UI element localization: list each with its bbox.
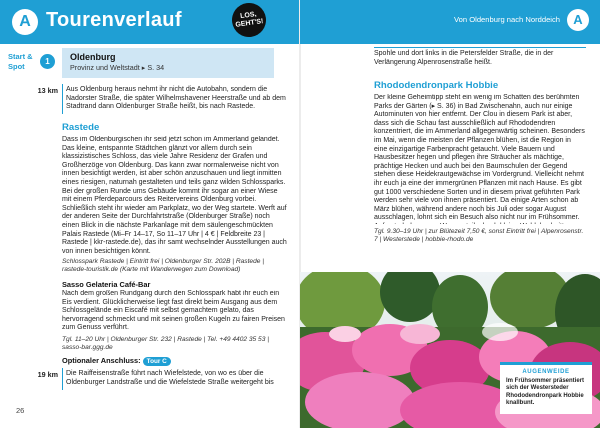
left-header-bar	[0, 0, 300, 44]
info-sasso: Tgl. 11–20 Uhr | Oldenburger Str. 232 | Rastede | Tel. +49 4402 35 53 | sasso-bar.ggg.de	[62, 336, 269, 352]
route-line-2	[62, 368, 63, 390]
heading-sasso: Sasso Gelateria Café-Bar	[62, 280, 151, 289]
start-subtitle: Provinz und Weltstadt ▸ S. 34	[70, 63, 165, 72]
los-gehts-sticker: LOS, GEHT'S!	[230, 1, 268, 39]
right-page	[300, 0, 600, 428]
route-text-continued: Spohle und dort links in die Petersfelder Straße, die in der Verlängerung Alpenrosenstraße heißt.	[374, 50, 554, 66]
info-schlosspark: Schlosspark Rastede | Eintritt frei | Oldenburger Str. 202B | Rastede | rastede-touristik.de (Karte mit Wanderwegen zum Download)	[62, 258, 264, 274]
km-marker-13: 13 km	[37, 86, 58, 95]
start-number-badge: 1	[40, 54, 55, 69]
augenweide-text: Im Frühsommer präsentiert sich der Westersteder Rhododendronpark Hobbie knallbunt.	[506, 378, 585, 407]
heading-rastede: Rastede	[62, 122, 100, 133]
route-subtitle: Von Oldenburg nach Norddeich	[454, 15, 560, 24]
route-badge: A	[12, 9, 38, 35]
start-title: Oldenburg	[70, 52, 116, 62]
route-line-right	[374, 47, 586, 48]
route-badge-small: A	[567, 9, 589, 31]
route-line	[62, 84, 63, 114]
optional-connection: Optionaler Anschluss: Tour C	[62, 356, 171, 366]
rhododendronpark-text: Der kleine Geheimtipp steht ein wenig im Schatten des berühmten Parks der Gärten (▸ S. 36) in Bad Zwischenahn, auch nur einige Autominuten von hier entfernt. Der Clou in diesem Park ist aber, dass sich die Schau fast ausschließlich auf Rhododendren konzentriert, die im Ammerland allgegenwärtig scheinen. Besonders im Mai, wenn die meisten der Pflanzen blühen, ist die Region in eine einzigartige Farbenpracht getaucht. Viele Bauern und Hausbesitzer hegen und pflegen ihre Sträucher als mächtige, prächtige Hecken und auch bei den Baumschulen der Gegend stehen diese Heidekrautgewächse im Vordergrund. Vielleicht nehmt ihr euch ja eine der immergrünen Pflanzen mit nach Hause. Es gibt gut 1000 verschiedene Sorten und in diesem privat geführten Park werden sehr viele von ihnen präsentiert. Da einige Arten schon ab März blühen, während andere noch bis Juli oder sogar August ausschlagen, lohnt sich ein Besuch also nicht nur im Frühsommer.	[374, 94, 585, 222]
page-number: 26	[16, 406, 25, 415]
start-label: Start & Spot	[8, 52, 33, 71]
info-rhododendronpark: Tgl. 9.30–19 Uhr | zur Blütezeit 7,50 €, sonst Eintritt frei | Alpenrosenstr. 7 | Westerstede | hobbie-rhodo.de	[374, 228, 584, 244]
augenweide-title: AUGENWEIDE	[522, 369, 570, 375]
augenweide-callout	[500, 362, 592, 414]
tour-c-link[interactable]: Tour C	[143, 357, 171, 366]
route-text-2: Die Raiffeisenstraße führt nach Wiefelstede, von wo es über die Oldenburger Landstraße und die Wiefelstede Straße weitergeht bis	[66, 370, 274, 386]
right-header-bar	[300, 0, 600, 44]
heading-rhododendronpark: Rhododendronpark Hobbie	[374, 80, 499, 91]
km-marker-19: 19 km	[37, 370, 58, 379]
start-box	[62, 48, 274, 78]
page-title: Tourenverlauf	[46, 9, 182, 31]
route-text-1: Aus Oldenburg heraus nehmt ihr nicht die Autobahn, sondern die Nadorster Straße, die später Wilhelmshavener Heerstraße und ab dem Stadtrand dann Oldenburger Straße heißt, bis nach Rastede.	[66, 86, 286, 111]
sasso-text: Nach dem großen Rundgang durch den Schlosspark habt ihr euch ein Eis verdient. Glücklicherweise liegt fast direkt beim Ausgang aus dem Schlossgelände ein Eiscafé mit selbst gemachtem gelato, das hervorragend schmeckt und mit seinen großen Kugeln zu fairen Preisen zum Genuss verführt.	[62, 290, 285, 332]
rastede-text: Dass im Oldenburgischen ihr seid jetzt schon im Ammerland gelandet. Das kleine, entspannte Städtchen glänzt vor allem durch sein klassizistisches Schloss, das viele Jahre Residenz der Grafen und Großherzöge von Oldenburg. Das kann zwar normalerweise nicht von innen besichtigt werden, ist aber schön anzuschauen und liegt inmitten eines riesigen, naturnah gestalteten und teils ganz wilden Schlossparks. Bei der großen Runde ums Gebäude kommt ihr sogar an einer Wiese mit einem Pferdeparcours des Reitervereins Oldenburg vorbei. Schließlich steht ihr wieder am Parkplatz, wo der Weg startete. Werft auf der anderen Seite der Durchfahrtstraße (Oldenburger Straße) noch einen Blick in die nächste Parkanlage mit dem säulengeschmückten Palais Rastede (Mi–Fr 14–17, So 11–17 Uhr | 4 € | Feldbreite 23 | Rastede | kkr-rastede.de), das ihr samt wechselnder Ausstellungen auch von innen besichtigen könnt.	[62, 136, 287, 255]
